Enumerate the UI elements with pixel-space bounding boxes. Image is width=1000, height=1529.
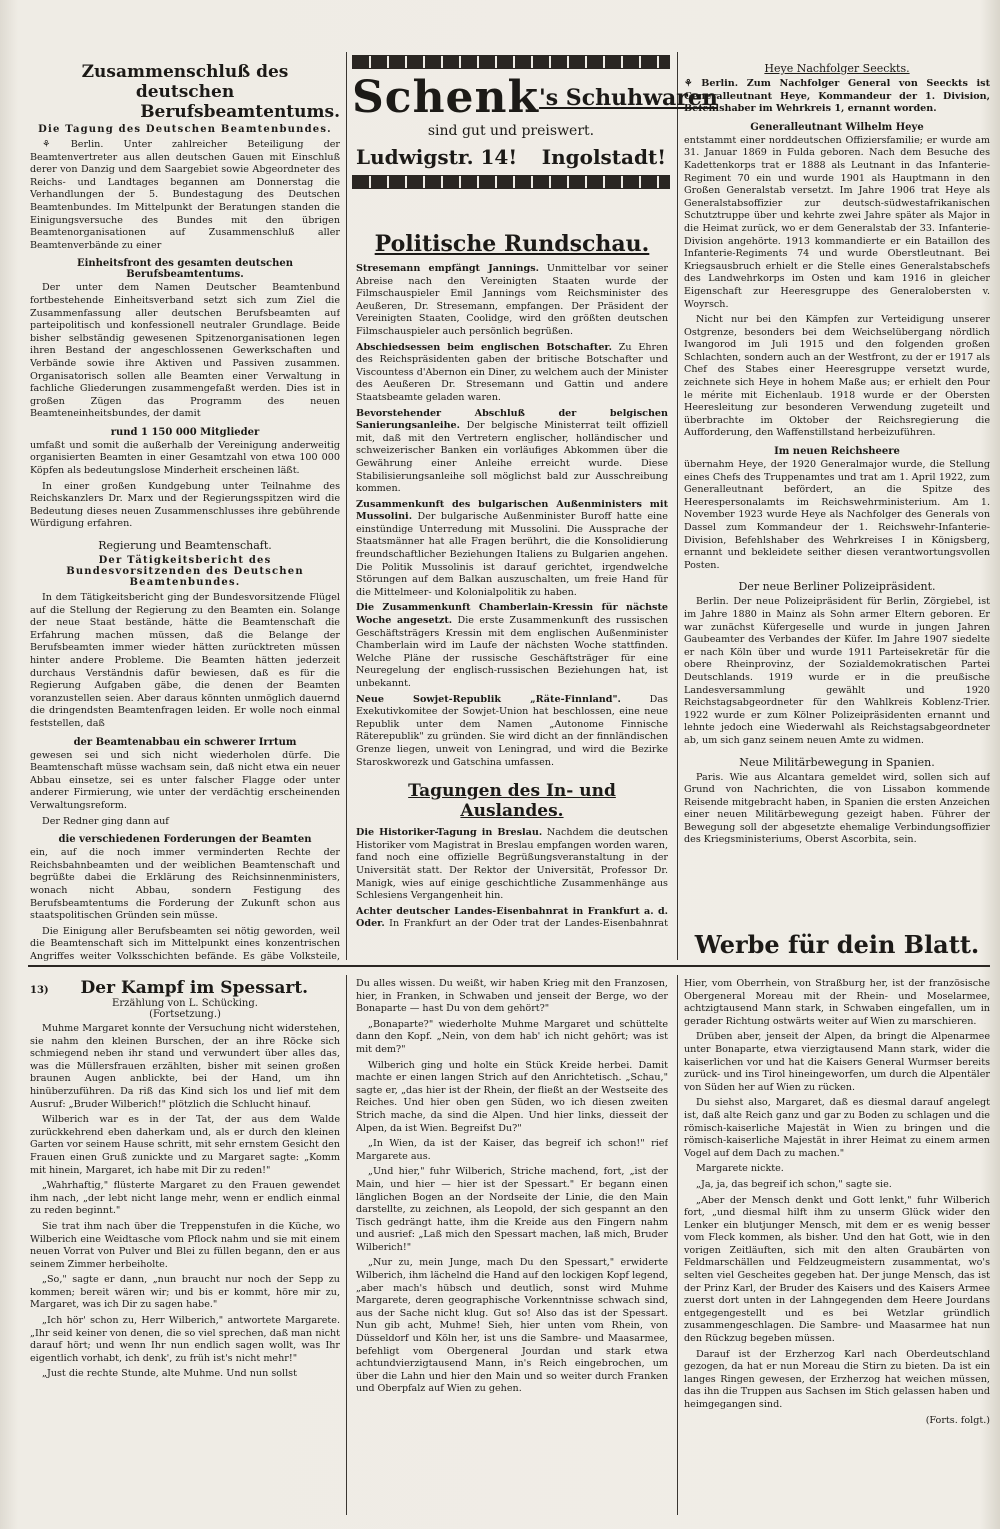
article-paragraph: Der unter dem Namen Deutscher Beamtenbund fortbestehende Einheitsverband setzt sich zum Ziel die Zusammenfassung aller deutschen Berufsbeamten auf parteipolitisch und konfessionell neutraler Grundlage. Beide bisher selbständig gewesenen Spitzenorganisationen legen ihren Bestand der angeschlossenen Gewerkschaften und Verbände sowie ihre Aktiven und Passiven zusammen. Organisatorisch sollen alle Beamten einer Verwaltung in fachliche Gliederungen zusammengefaßt werden. Dies ist in großen Zügen das Programm des neuen Beamteneinheitsbundes, der damit bbox=[30, 282, 340, 420]
column-rule bbox=[346, 52, 347, 960]
article-paragraph: Die Einigung aller Berufsbeamten sei nötig geworden, weil die Beamtenschaft sich im Mittelpunkt eines konzentrischen Angriffes weiter Volksschichten befände. Es gäbe Volksteile, bbox=[30, 925, 340, 962]
news-heading: Bevorstehender Abschluß der belgischen Sanierungsanleihe. bbox=[356, 407, 668, 432]
column-3 bbox=[684, 62, 990, 922]
subheadline-taetigkeitsbericht: Der Tätigkeitsbericht des Bundesvorsitzenden des Deutschen Beamtenbundes. bbox=[66, 555, 304, 589]
column-rule bbox=[677, 975, 678, 1515]
to-be-continued: (Forts. folgt.) bbox=[925, 1414, 990, 1426]
story-paragraph: „So," sagte er dann, „nun braucht nur noch der Sepp zu kommen; bereit wären wir; und bis er kommt, höre mir zu, Margaret, was ich Dir zu sagen habe." bbox=[30, 1274, 340, 1311]
article-paragraph: übernahm Heye, der 1920 Generalmajor wurde, die Stellung eines Chefs des Truppenamtes und trat am 1. April 1922, zum Generalleutnant befördert, an die Spitze des Heerespersonalamts im Reichswehrministerium. Am 1. November 1923 wurde Heye als Nachfolger des Generals von Dassel zum Kommandeur der 1. Reichswehr-Infanterie-Division, Befehlshaber des Wehrkreises I in Königsberg, ernannt und bekleidete seither diesen verantwortungsvollen Posten. bbox=[684, 459, 990, 571]
story-paragraph: Margarete nickte. bbox=[696, 1163, 784, 1175]
serial-title: Der Kampf im Spessart. bbox=[80, 978, 309, 998]
article-paragraph: In einer großen Kundgebung unter Teilnahme des Reichskanzlers Dr. Marx und der Regierungsspitzen wird die Bedeutung dieses neuen Zusammenschlusses ihre gebührende Würdigung erfahren. bbox=[30, 480, 340, 530]
article-paragraph: In dem Tätigkeitsbericht ging der Bundesvorsitzende Flügel auf die Stellung der Regierung zu den Beamten ein. Solange der neue Staat bestände, hätte die Beamtenschaft die Erfahrung machen müssen, daß die Belange der Berufsbeamten immer wieder hätten zurücktreten müssen hinter andere Probleme. Die Beamten hätten jederzeit durchaus Verständnis dafür bewiesen, daß es für die Regierung Aufgaben gäbe, die denen der Beamten voranzustellen seien. Aber daraus könnten unmöglich dauernd die dringendsten Beamtenfragen leiden. Er wolle noch einmal feststellen, daß bbox=[30, 592, 340, 729]
story-paragraph: „Und hier," fuhr Wilberich, Striche machend, fort, „ist der Main, und hier — hier ist der Spessart." Er begann einen länglichen Bogen an der Nordseite der Linie, die den Main darstellte, zu zeichnen, als Leopold, der sich gespannt an den Tisch gedrängt hatte, ihm die Kreide aus den Fingern nahm und ausrief: „Laß mich den Spessart machen, laß mich, Bruder Wilberich!" bbox=[356, 1166, 668, 1253]
article-paragraph: Der Redner ging dann auf bbox=[42, 815, 169, 827]
headline-zusammenschluss-2: Berufsbeamtentums. bbox=[140, 102, 340, 122]
news-text: Nachdem die deutschen Historiker vom Magistrat in Breslau empfangen worden waren, fand noch eine offizielle Begrüßungsveranstaltung in der Universität statt. Der Rektor der Universität, Professor Dr. Manigk, wies auf einige geschichtliche Zusammenhänge aus Schlesiens Vergangenheit hin. bbox=[356, 827, 668, 902]
news-heading: Die Zusammenkunft Chamberlain-Kressin für nächste Woche angesetzt. bbox=[356, 602, 668, 627]
ad-brand-suffix: 's Schuhwaren bbox=[539, 85, 718, 111]
ad-border-bottom bbox=[352, 175, 670, 189]
inline-heading: Im neuen Reichsheere bbox=[774, 446, 900, 458]
news-text: Zu Ehren des Reichspräsidenten gaben der britische Botschafter und Viscountess d'Abernon ein Diner, zu welchem auch der Minister des Aeußeren Dr. Stresemann und Gattin und andere Staatsbeamte geladen waren. bbox=[356, 341, 668, 403]
article-paragraph: ein, auf die noch immer verminderten Rechte der Reichsbahnbeamten und der weiblichen Beamtenschaft und begrüßte dabei die Erklärung des Reichsinnenministers, wonach nicht Abbau, sondern Festigung des Berufsbeamtentums die Forderung der Zukunft schon aus staatspolitischen Gründen sein müsse. bbox=[30, 847, 340, 922]
story-paragraph: „Just die rechte Stunde, alte Muhme. Und nun sollst bbox=[42, 1368, 297, 1380]
story-paragraph: Wilberich war es in der Tat, der aus dem Walde zurückkehrend eben daherkam und, als er durch den kleinen Garten vor seinem Hause schritt, mit sehr ernstem Gesicht den Frauen einen Gruß zunickte und zu Margaret sagte: „Komm mit hinein, Margaret, ich habe mit Dir zu reden!" bbox=[30, 1114, 340, 1176]
section-politische-rundschau: Politische Rundschau. bbox=[374, 231, 650, 257]
news-heading: Neue Sowjet-Republik „Räte-Finnland". bbox=[356, 693, 621, 705]
story-paragraph: „Aber der Mensch denkt und Gott lenkt," fuhr Wilberich fort, „und diesmal hilft ihm zu unserm Glück wider den Lenker ein blutjunger Mensch, mit dem er es wenig besser vom Fleck kommen, als bisher. Und den hat Gott, wie in den vorigen Zeitläuften, sich mit den alten Graubärten von Feldmarschällen und Feldzeugmeistern zusammentat, wo's selten viel Gescheites gegeben hat. Der junge Mensch, das ist der Prinz Karl, der Bruder des Kaisers und des Kaisers Armee zuerst dort unten in der Lahngegenden dem Heere Jourdans entgegengestellt und es bei Wetzlar gründlich zusammengeschlagen. Die Sambre- und Maasarmee hat nun den Rückzug begeben müssen. bbox=[684, 1194, 990, 1345]
shoe-advertisement bbox=[352, 55, 718, 215]
inline-heading: der Beamtenabbau ein schwerer Irrtum bbox=[73, 736, 297, 748]
story-paragraph: „Ich hör' schon zu, Herr Wilberich," antwortete Margarete. „Ihr seid keiner von denen, die so viel sprechen, daß man nicht darauf hört; und wenn Ihr nun endlich sagen wollt, was Ihr eigentlich vorhabt, ich denk', zu früh ist's nicht mehr!" bbox=[30, 1315, 340, 1364]
ad-street: Ludwigstr. 14! bbox=[356, 145, 518, 169]
column-rule bbox=[346, 975, 347, 1515]
article-paragraph: Berlin. Der neue Polizeipräsident für Berlin, Zörgiebel, ist im Jahre 1880 in Mainz als Sohn armer Eltern geboren. Er war zunächst Küfergeselle und wurde in jungen Jahren Gaubeamter des Verbandes der Küfer. Im Jahre 1907 siedelte er nach Köln über und wurde 1911 Parteisekretär für die obere Rheinprovinz, der Sozialdemokratischen Partei Deutschlands. 1919 wurde er in die preußische Landesversammlung gewählt und 1920 Reichstagsabgeordneter für den Wahlkreis Koblenz-Trier. 1922 wurde er zum Kölner Polizeipräsidenten ernannt und lehnte jedoch eine Wiederwahl als Reichstagsabgeordneter ab, um sich ganz seinem neuen Amte zu widmen. bbox=[684, 596, 990, 746]
headline-zusammenschluss: Zusammenschluß des deutschen bbox=[81, 62, 289, 102]
ad-border-top bbox=[352, 55, 670, 69]
news-text: Der belgische Ministerrat teilt offiziell mit, daß mit den Vertretern englischer, holländischer und schweizerischer Banken ein vorläufiges Abkommen über die Gewährung einer Anleihe erreicht wurde. Diese Stabilisierungsanleihe soll möglichst bald zur Ausschreibung kommen. bbox=[356, 420, 668, 495]
article-paragraph: Paris. Wie aus Alcantara gemeldet wird, sollen sich auf Grund von Nachrichten, die von Lissabon kommende Reisende mitgebracht haben, in Spanien die ersten Anzeichen einer neuen Militärbewegung gezeigt haben. Führer der Bewegung soll der abgesetzte ehemalige Verbindungsoffizier des Kriegsministeriums, Oberst Ascorbita, sein. bbox=[684, 771, 990, 846]
serial-column-1 bbox=[30, 978, 340, 1518]
column-1 bbox=[30, 62, 340, 962]
story-paragraph: Darauf ist der Erzherzog Karl nach Oberdeutschland gezogen, da hat er nun Moreau die Stirn zu bieten. Da ist ein langes Ringen gewesen, der Erzherzog hat weichen müssen, das ihn die Truppen aus Sachsen im Stich gelassen haben und heimgegangen sind. bbox=[684, 1348, 990, 1410]
story-paragraph: „Wahrhaftig," flüsterte Margaret zu den Frauen gewendet ihm nach, „der lebt nicht lange mehr, wenn er endlich einmal zu reden beginnt." bbox=[30, 1180, 340, 1217]
subheadline-tagung: Die Tagung des Deutschen Beamtenbundes. bbox=[38, 124, 332, 135]
story-paragraph: Du siehst also, Margaret, daß es diesmal darauf angelegt ist, daß alte Reich ganz und gar zu Boden zu schlagen und die römisch-kaiserliche Majestät in Wien zu bringen und die römisch-kaiserliche Majestät in ihrer Heimat zu einem armen Vogel auf dem Dach zu machen." bbox=[684, 1097, 990, 1159]
article-paragraph: gewesen sei und sich nicht wiederholen dürfe. Die Beamtenschaft müsse wachsam sein, daß nicht etwa ein neuer Abbau einsetze, sei es unter falscher Flagge oder unter anderer Firmierung, wie unter der verdächtig erscheinenden Verwaltungsreform. bbox=[30, 749, 340, 811]
serial-number: 13) bbox=[30, 985, 49, 996]
section-rule bbox=[28, 965, 990, 967]
headline-polizeipraesident: Der neue Berliner Polizeipräsident. bbox=[738, 580, 936, 594]
werbe-slogan: Werbe für dein Blatt. bbox=[694, 930, 980, 959]
column-rule bbox=[677, 52, 678, 960]
inline-heading: Einheitsfront des gesamten deutschen Berufsbeamtentums. bbox=[76, 258, 294, 281]
story-paragraph: Wilberich ging und holte ein Stück Kreide herbei. Damit machte er einen langen Strich auf den Anrichtetisch. „Schau," sagte er, „das hier ist der Rhein, der fließt an der Westseite des Reiches. Und hier oben gen Süden, wo ich diesen zweiten Strich mache, da sind die Alpen. Und hier links, diesseit der Alpen, da ist Wien. Begreifst Du?" bbox=[356, 1059, 668, 1134]
serial-author: Erzählung von L. Schücking. bbox=[112, 998, 258, 1009]
article-lead: ⚘ Berlin. Zum Nachfolger General von Seeckts ist Generalleutnant Heye, Kommandeur der 1. Division, Befehlshaber im Wehrkreis 1, ernannt worden. bbox=[684, 78, 990, 115]
inline-heading: rund 1 150 000 Mitglieder bbox=[110, 426, 260, 438]
ad-tagline: sind gut und preiswert. bbox=[427, 123, 595, 139]
news-text: Der bulgarische Außenminister Buroff hatte eine einstündige Unterredung mit Mussolini. Die Aussprache der Staatsmänner hat alle Fragen berührt, die die Konsolidierung freundschaftlicher Beziehungen Italiens zu Bulgarien angehen. Die Politik Mussolinis ist darauf gerichtet, irgendwelche Störungen auf dem Balkan auszuschalten, um freie Hand für die Mittelmeer- und Kolonialpolitik zu haben. bbox=[356, 511, 668, 598]
serial-column-2 bbox=[356, 978, 668, 1518]
news-heading: Die Historiker-Tagung in Breslau. bbox=[356, 827, 543, 839]
news-heading: Stresemann empfängt Jannings. bbox=[356, 263, 539, 274]
story-paragraph: Muhme Margaret konnte der Versuchung nicht widerstehen, sie nahm den kleinen Burschen, der an ihre Röcke sich schmiegend neben ihr stand und verwundert über alles das, was die Müllersfrauen erzählten, bisher mit seinen großen braunen Augen anblickte, bei der Hand, um ihn hinüberzuführen. Da riß das Kind sich los und lief mit dem Ausruf: „Bruder Wilberich!" plötzlich die Schlucht hinauf. bbox=[30, 1023, 340, 1110]
story-paragraph: „Bonaparte?" wiederholte Muhme Margaret und schüttelte dann den Kopf. „Nein, von dem hab' ich nicht gehört; was ist mit dem?" bbox=[356, 1018, 668, 1055]
ad-brand: Schenk bbox=[352, 72, 540, 123]
news-heading: Abschiedsessen beim englischen Botschafter. bbox=[356, 341, 612, 353]
news-text: Das Exekutivkomitee der Sowjet-Union hat beschlossen, eine neue Republik unter dem Namen „Autonome Finnische Räterepublik" zu gründen. Sie wird dicht an der finnländischen Grenze liegen, unweit von Leningrad, und wird die Bezirke Staroskworezk und Gatschina umfassen. bbox=[356, 693, 668, 768]
headline-regierung: Regierung und Beamtenschaft. bbox=[98, 539, 272, 553]
story-paragraph: Sie trat ihm nach über die Treppenstufen in die Küche, wo Wilberich eine Weidtasche vom Pflock nahm und sie mit einem neuen Vorrat von Pulver und Blei zu füllen begann, den er aus seinem Zimmer herbeiholte. bbox=[30, 1220, 340, 1270]
serial-column-3 bbox=[684, 978, 990, 1518]
story-paragraph: Du alles wissen. Du weißt, wir haben Krieg mit den Franzosen, hier, in Franken, in Schwaben und jenseit der Berge, wo der Bonaparte — hast Du von dem gehört?" bbox=[356, 978, 668, 1015]
news-heading: Zusammenkunft des bulgarischen Außenministers mit Mussolini. bbox=[356, 498, 668, 523]
story-paragraph: „Nur zu, mein Junge, mach Du den Spessart," erwiderte Wilberich, ihm lächelnd die Hand auf den lockigen Kopf legend, „aber mach's hübsch und deutlich, sonst wird Muhme Margarete, deren geographische Vorkenntnisse schwach sind, aus der Sache nicht klug. Gut so! Also das ist der Spessart. Nun gib acht, Muhme! Sieh, hier unten vom Rhein, von Düsseldorf und Köln her, ist uns die Sambre- und Maasarmee, befehligt vom Obergeneral Jourdan und stark etwa achtundvierzigtausend Mann, in's Reich eingebrochen, um über die Lahn und hier den Main und so weiter durch Franken und Oberpfalz auf Wien zu gehen. bbox=[356, 1257, 668, 1395]
article-paragraph: ⚘ Berlin. Unter zahlreicher Beteiligung der Beamtenvertreter aus allen deutschen Gauen mit Einschluß derer von Danzig und dem Saargebiet sowie Abgeordneter des Reichs- und Landtages begannen am Donnerstag die Verhandlungen der 5. Bundestagung des Deutschen Beamtenbundes. Im Mittelpunkt der Beratungen standen die Einigungsversuche des Bundes mit den übrigen Beamtenorganisationen auf Zusammenschluß aller Beamtenverbände zu einer bbox=[30, 139, 340, 251]
story-paragraph: „Ja, ja, das begreif ich schon," sagte sie. bbox=[696, 1178, 892, 1190]
article-paragraph: umfaßt und somit die außerhalb der Vereinigung anderweitig organisierten Beamten in einer Gesamtzahl von etwa 100 000 Köpfen als bedeutungslose Minderheit erscheinen läßt. bbox=[30, 439, 340, 477]
inline-heading: die verschiedenen Forderungen der Beamten bbox=[58, 834, 312, 846]
story-paragraph: Drüben aber, jenseit der Alpen, da bringt die Alpenarmee unter Bonaparte, etwa vierzigtausend Mann stark, wider die kaiserlichen vor und hat die Kaisers General Wurmser bereits zurück- und ins Tirol hineingeworfen, um durch die Alpentäler von Süden her auf Wien zu rücken. bbox=[684, 1031, 990, 1093]
news-text: Die erste Zusammenkunft des russischen Geschäftsträgers Kressin mit dem englischen Außenminister Chamberlain wird im Laufe der nächsten Woche stattfinden. Welche Pläne der russische Geschäftsträger für eine Neuregelung der englisch-russischen Beziehungen hat, ist unbekannt. bbox=[356, 615, 668, 689]
article-paragraph: Nicht nur bei den Kämpfen zur Verteidigung unserer Ostgrenze, besonders bei dem Weichselübergang nördlich Iwangorod im Juli 1915 und den folgenden großen Schlachten, sondern auch an der Westfront, zu der er 1917 als Chef des Stabes einer Heeresgruppe versetzt wurde, zeichnete sich Heye in hohem Maße aus; er erhielt den Pour le mérite mit Eichenlaub. 1918 wurde er der Obersten Heeresleitung zur besonderen Verwendung zugeteilt und überbrachte im Oktober der Reichsregierung die Aufforderung, den Waffenstillstand herbeizuführen. bbox=[684, 314, 990, 439]
ad-city: Ingolstadt! bbox=[541, 145, 666, 169]
news-heading: Achter deutscher Landes-Eisenbahnrat in Frankfurt a. d. Oder. bbox=[356, 905, 668, 930]
headline-heye: Heye Nachfolger Seeckts. bbox=[764, 62, 910, 75]
story-paragraph: „In Wien, da ist der Kaiser, das begreif ich schon!" rief Margarete aus. bbox=[356, 1138, 668, 1162]
section-tagungen: Tagungen des In- und Auslandes. bbox=[408, 781, 616, 822]
column-2 bbox=[356, 225, 668, 930]
news-text: In Frankfurt an der Oder trat der Landes-Eisenbahnrat bbox=[389, 918, 668, 930]
news-text: Unmittelbar vor seiner Abreise nach den Vereinigten Staaten wurde der Filmschauspieler Emil Jannings vom Reichsminister des Aeußeren, Dr. Stresemann, empfangen. Der Präsident der Vereinigten Staaten, Coolidge, wird den größten deutschen Filmschauspieler auch persönlich begrüßen. bbox=[356, 263, 668, 337]
story-paragraph: Hier, vom Oberrhein, von Straßburg her, ist der französische Obergeneral Moreau mit der Rhein- und Moselarmee, achtzigtausend Mann stark, in Schwaben eingefallen, um in gerader Richtung ostwärts weiter auf Wien zu marschieren. bbox=[684, 978, 990, 1027]
headline-militaerbewegung: Neue Militärbewegung in Spanien. bbox=[739, 755, 935, 769]
inline-heading: Generalleutnant Wilhelm Heye bbox=[750, 121, 924, 133]
serial-continuation: (Fortsetzung.) bbox=[149, 1009, 221, 1020]
article-paragraph: entstammt einer norddeutschen Offiziersfamilie; er wurde am 31. Januar 1869 in Fulda geboren. Nach dem Besuche des Kadettenkorps trat er 1888 als Leutnant in das Infanterie-Regiment 70 ein und wurde 1901 als Hauptmann in den Großen Generalstab versetzt. Im Jahre 1906 trat Heye als Generalstabsoffizier zur deutsch-südwestafrikanischen Schutztruppe über und kehrte zwei Jahre später als Major in die Heimat zurück, wo er dem Generalstab der 33. Infanterie-Division angehörte. 1913 kommandierte er ein Bataillon des Infanterie-Regiments 74 und wurde Oberstleutnant. Bei Kriegsausbruch erhielt er die Stelle eines Generalstabschefs des Landwehrkorps im Osten und kam 1916 in gleicher Eigenschaft zur Heeresgruppe des Generalobersten v. Woyrsch. bbox=[684, 134, 990, 310]
